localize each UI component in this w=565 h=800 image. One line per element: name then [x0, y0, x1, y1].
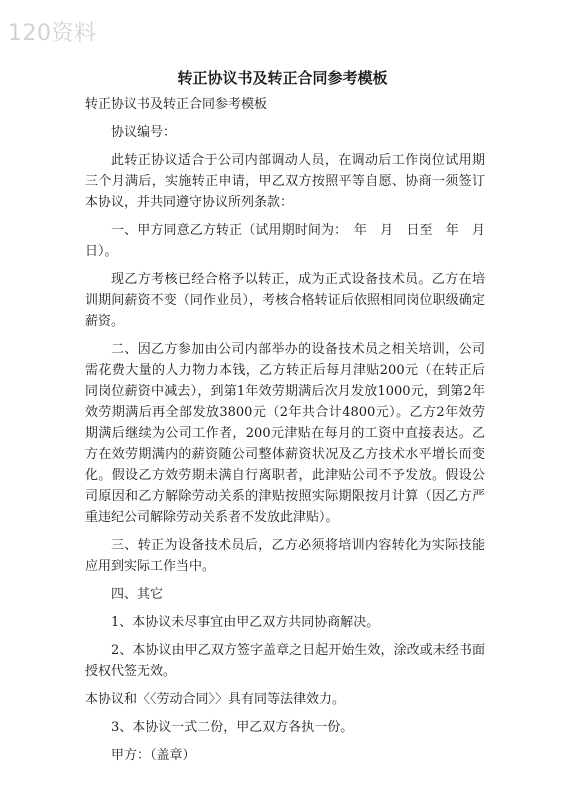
party-a-signature: 甲方：（盖章）: [111, 748, 196, 763]
document-body: [85, 94, 485, 773]
clause-one: 一、甲方同意乙方转正（试用期时间为： 年 月 日至 年 月日）。: [85, 223, 485, 259]
clause-one-detail: 现乙方考核已经合格予以转正，成为正式设备技术员。乙方在培训期间薪资不变（同作业员），考核合格转证后依照相同岗位职级确定薪资。: [85, 272, 485, 329]
watermark: 120资料: [8, 21, 97, 46]
document-subtitle: 转正协议书及转正合同参考模板: [85, 97, 268, 112]
clause-two: 二、因乙方参加由公司内部举办的设备技术员之相关培训，公司需花费大量的人力物力本钱，乙方转正后每月津贴200元（在转正后同岗位薪资中减去），到第1年效劳期满后次月发放1000元，到第2年效劳期满后再全部发放3800元（2年共合计4800元）。乙方2年效劳期满后继续为公司工作者，200元津贴在每月的工资中直接表达。乙方在效劳期满内的薪资随公司整体薪资状况及乙方技术水平增长而变化。假设乙方效劳期未满自行离职者，此津贴公司不予发放。假设公司原因和乙方解除劳动关系的津贴按照实际期限按月计算（因乙方严重违纪公司解除劳动关系者不发放此津贴）。: [85, 342, 485, 525]
clause-four-heading: 四、其它: [111, 587, 164, 602]
agreement-number: 协议编号：: [111, 125, 177, 140]
page-title: 转正协议书及转正合同参考模板: [177, 69, 388, 87]
intro-paragraph: 此转正协议适合于公司内部调动人员，在调动后工作岗位试用期三个月满后，实施转正申请，甲乙双方按照平等自愿、协商一须签订本协议，并共同遵守协议所列条款：: [85, 153, 485, 210]
clause-three: 三、转正为设备技术员后，乙方必须将培训内容转化为实际技能应用到实际工作当中。: [85, 538, 485, 574]
legal-effect-note: 本协议和〈〈劳动合同〉〉具有同等法律效力。: [85, 692, 346, 707]
other-item-2: 2、本协议由甲乙双方签字盖章之日起开始生效，涂改或未经书面授权代签无效。: [85, 643, 485, 679]
other-item-1: 1、本协议未尽事宜由甲乙双方共同协商解决。: [111, 615, 380, 630]
other-item-3: 3、本协议一式二份，甲乙双方各执一份。: [111, 720, 354, 735]
